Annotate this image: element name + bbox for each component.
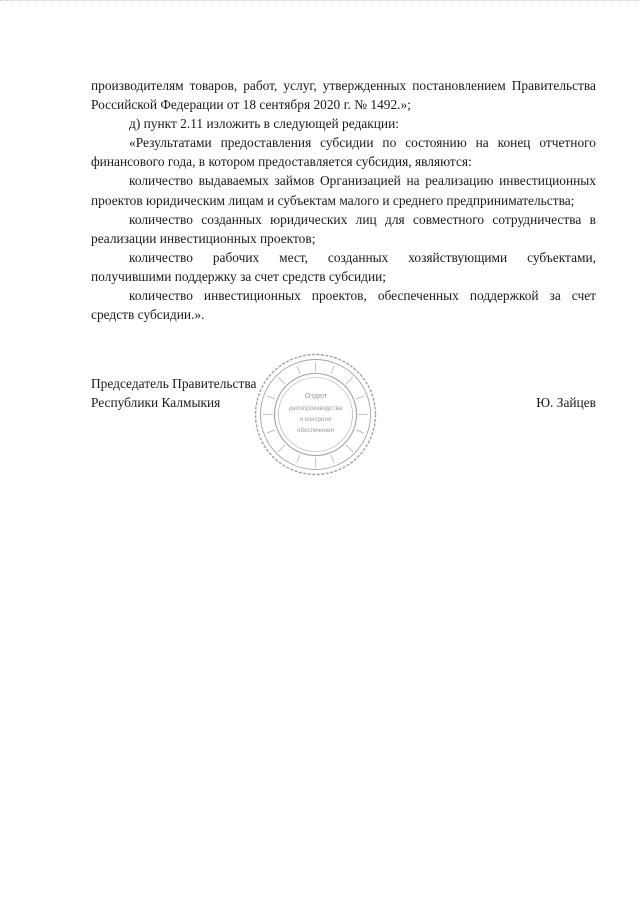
- stamp-line-4: обеспечения: [297, 427, 334, 434]
- signatory-name: Ю. Зайцев: [536, 395, 596, 410]
- body-text: [91, 76, 596, 324]
- paragraph-legal-entities-count: количество созданных юридических лиц для совместного сотрудничества в реализации инвестиционных проектов;: [91, 211, 596, 246]
- stamp-line-3: и контроля: [299, 416, 332, 423]
- scan-edge: [0, 0, 640, 11]
- paragraph-projects-count: количество инвестиционных проектов, обеспеченных поддержкой за счет средств субсидии.».: [91, 288, 596, 323]
- stamp-line-1: Отдел: [304, 391, 327, 400]
- paragraph-item-d: д) пункт 2.11 изложить в следующей редакции:: [129, 116, 399, 132]
- signatory-title-line1: Председатель Правительства: [91, 376, 257, 391]
- paragraph-continuation: производителям товаров, работ, услуг, утвержденных постановлением Правительства Российской Федерации от 18 сентября 2020 г. № 1492.»;: [91, 78, 596, 113]
- stamp-line-2: делопроизводства: [288, 405, 343, 412]
- paragraph-jobs-count: количество рабочих мест, созданных хозяйствующими субъектами, получившими поддержку за счет средств субсидии;: [91, 249, 596, 284]
- paragraph-results-intro: «Результатами предоставления субсидии по состоянию на конец отчетного финансового года, в котором предоставляется субсидия, являются:: [91, 135, 596, 170]
- official-stamp: [253, 352, 378, 477]
- signatory-title-line2: Республики Калмыкия: [91, 395, 221, 411]
- paragraph-loans-count: количество выдаваемых займов Организацией на реализацию инвестиционных проектов юридическим лицам и субъектам малого и среднего предпринимательства;: [91, 173, 596, 208]
